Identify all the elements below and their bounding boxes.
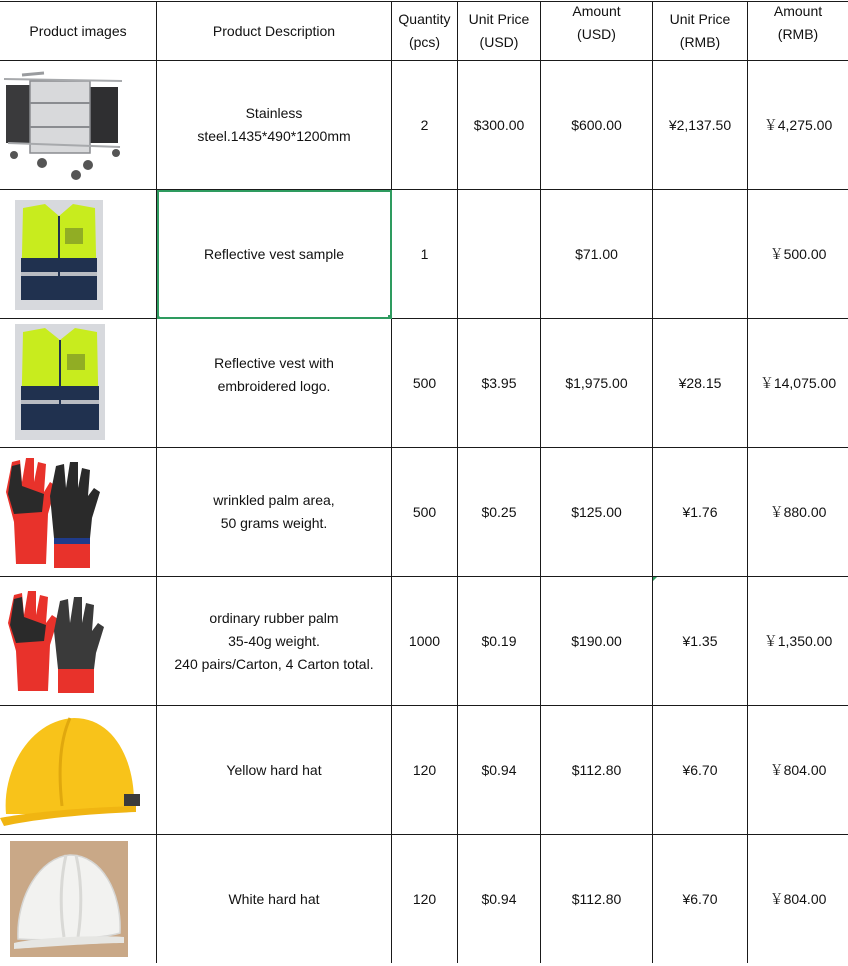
quantity-value: 120 [412, 761, 437, 778]
unit-price-usd-cell[interactable] [458, 319, 541, 448]
header-amount-usd[interactable] [541, 2, 653, 61]
table-row [0, 61, 848, 190]
quantity-value: 500 [412, 503, 437, 520]
amount-usd-cell[interactable] [541, 190, 653, 319]
unit-price-usd-cell[interactable] [458, 448, 541, 577]
table-row [0, 577, 848, 706]
amount-usd-value: $112.80 [571, 761, 622, 778]
amount-rmb-cell[interactable] [748, 61, 848, 190]
description-line: embroidered logo. [217, 378, 331, 394]
unit-price-rmb-cell[interactable] [653, 190, 748, 319]
unit-price-rmb-value: ¥6.70 [682, 890, 718, 907]
header-label: Unit Price [468, 11, 530, 27]
product-description[interactable] [157, 448, 392, 577]
header-unit: (USD) [479, 34, 519, 50]
unit-price-usd-value: $0.25 [481, 503, 517, 520]
yellow-hard-hat-image [0, 710, 142, 830]
unit-price-rmb-cell[interactable] [653, 319, 748, 448]
product-description[interactable] [157, 577, 392, 706]
amount-usd-value: $71.00 [575, 245, 618, 262]
amount-rmb-cell[interactable] [748, 835, 848, 964]
unit-price-usd-cell[interactable] [458, 835, 541, 964]
amount-usd-cell[interactable] [541, 448, 653, 577]
quantity-cell[interactable] [392, 577, 458, 706]
table-row [0, 706, 848, 835]
table-row [0, 835, 848, 964]
header-unit: (RMB) [777, 26, 819, 42]
quantity-value: 1 [420, 245, 429, 262]
service-trolley-image [2, 69, 126, 181]
fill-handle[interactable] [388, 315, 392, 319]
quantity-cell[interactable] [392, 61, 458, 190]
unit-price-usd-value: $0.94 [481, 761, 517, 778]
amount-rmb-value: ￥804.00 [769, 890, 827, 907]
unit-price-usd-cell[interactable] [458, 61, 541, 190]
unit-price-rmb-cell[interactable] [653, 577, 748, 706]
reflective-vest-image [15, 324, 105, 440]
amount-rmb-value: ￥4,275.00 [763, 116, 833, 133]
product-description[interactable] [157, 190, 392, 319]
amount-usd-cell[interactable] [541, 61, 653, 190]
table-row [0, 319, 848, 448]
description-line: Yellow hard hat [226, 761, 322, 778]
amount-rmb-cell[interactable] [748, 577, 848, 706]
header-unit: (RMB) [679, 34, 721, 50]
amount-usd-value: $1,975.00 [565, 374, 628, 391]
amount-usd-value: $125.00 [571, 503, 622, 520]
amount-usd-value: $600.00 [571, 116, 622, 133]
amount-usd-value: $112.80 [571, 890, 622, 907]
product-image-cell[interactable] [0, 448, 157, 577]
work-gloves-image [4, 587, 108, 695]
header-unit: (USD) [577, 26, 616, 42]
header-product-description[interactable] [157, 2, 392, 61]
quantity-value: 2 [420, 116, 429, 133]
work-gloves-image [2, 452, 106, 570]
invoice-table [0, 1, 848, 963]
reflective-vest-image [15, 200, 103, 310]
product-description[interactable] [157, 835, 392, 964]
product-image-cell[interactable] [0, 835, 157, 964]
quantity-value: 120 [412, 890, 437, 907]
description-line: 240 pairs/Carton, 4 Carton total. [174, 655, 374, 672]
quantity-cell[interactable] [392, 319, 458, 448]
product-image-cell[interactable] [0, 706, 157, 835]
description-line: Reflective vest sample [203, 245, 345, 262]
unit-price-rmb-value: ¥2,137.50 [668, 116, 732, 133]
header-amount-rmb[interactable] [748, 2, 848, 61]
header-label: Amount [572, 3, 621, 19]
quantity-cell[interactable] [392, 835, 458, 964]
header-quantity[interactable] [392, 2, 458, 61]
header-label: Product Description [212, 22, 336, 39]
unit-price-usd-value: $0.19 [481, 632, 517, 649]
unit-price-rmb-cell[interactable] [653, 835, 748, 964]
description-line: Reflective vest with [214, 355, 334, 371]
white-hard-hat-image [10, 841, 128, 957]
unit-price-rmb-value: ¥1.35 [682, 632, 718, 649]
unit-price-usd-value: $300.00 [473, 116, 525, 133]
amount-rmb-value: ￥14,075.00 [759, 374, 837, 391]
selection-corner [157, 314, 161, 318]
header-label: Unit Price [669, 11, 731, 27]
amount-usd-cell[interactable] [541, 706, 653, 835]
table-row [0, 190, 848, 319]
unit-price-usd-cell[interactable] [458, 190, 541, 319]
amount-rmb-cell[interactable] [748, 448, 848, 577]
unit-price-usd-cell[interactable] [458, 706, 541, 835]
description-line: ordinary rubber palm [209, 609, 339, 626]
amount-rmb-value: ￥1,350.00 [763, 632, 833, 649]
header-unit-price-usd[interactable] [458, 2, 541, 61]
description-line: Stainless [245, 105, 303, 121]
header-product-images[interactable] [0, 2, 157, 61]
quantity-value: 1000 [408, 632, 441, 649]
product-image-cell[interactable] [0, 577, 157, 706]
description-line: steel.1435*490*1200mm [197, 128, 351, 144]
unit-price-usd-cell[interactable] [458, 577, 541, 706]
amount-rmb-value: ￥500.00 [769, 245, 827, 262]
amount-usd-value: $190.00 [571, 632, 622, 649]
amount-rmb-value: ￥804.00 [769, 761, 827, 778]
header-row [0, 2, 848, 61]
unit-price-rmb-value: ¥28.15 [678, 374, 722, 391]
amount-rmb-cell[interactable] [748, 190, 848, 319]
unit-price-usd-value: $0.94 [481, 890, 517, 907]
description-line: wrinkled palm area, [213, 492, 335, 508]
unit-price-rmb-cell[interactable] [653, 61, 748, 190]
quantity-cell[interactable] [392, 448, 458, 577]
product-image-cell[interactable] [0, 190, 157, 319]
description-line: White hard hat [228, 890, 320, 907]
unit-price-rmb-cell[interactable] [653, 448, 748, 577]
comment-marker [653, 577, 658, 582]
product-description[interactable] [157, 319, 392, 448]
unit-price-rmb-value: ¥6.70 [682, 761, 718, 778]
amount-rmb-cell[interactable] [748, 706, 848, 835]
amount-usd-cell[interactable] [541, 835, 653, 964]
product-description[interactable] [157, 61, 392, 190]
header-label: Amount [773, 3, 823, 19]
quantity-cell[interactable] [392, 706, 458, 835]
unit-price-rmb-value: ¥1.76 [682, 503, 718, 520]
unit-price-usd-value: $3.95 [481, 374, 517, 391]
quantity-cell[interactable] [392, 190, 458, 319]
header-unit-price-rmb[interactable] [653, 2, 748, 61]
header-label: Quantity [398, 11, 451, 27]
amount-usd-cell[interactable] [541, 319, 653, 448]
amount-usd-cell[interactable] [541, 577, 653, 706]
amount-rmb-value: ￥880.00 [769, 503, 827, 520]
product-image-cell[interactable] [0, 319, 157, 448]
description-line: 50 grams weight. [220, 515, 328, 531]
product-description[interactable] [157, 706, 392, 835]
description-line: 35-40g weight. [228, 632, 320, 649]
amount-rmb-cell[interactable] [748, 319, 848, 448]
unit-price-rmb-cell[interactable] [653, 706, 748, 835]
quantity-value: 500 [412, 374, 437, 391]
table-row [0, 448, 848, 577]
product-image-cell[interactable] [0, 61, 157, 190]
header-label: Product images [29, 22, 127, 39]
header-unit: (pcs) [408, 34, 441, 50]
